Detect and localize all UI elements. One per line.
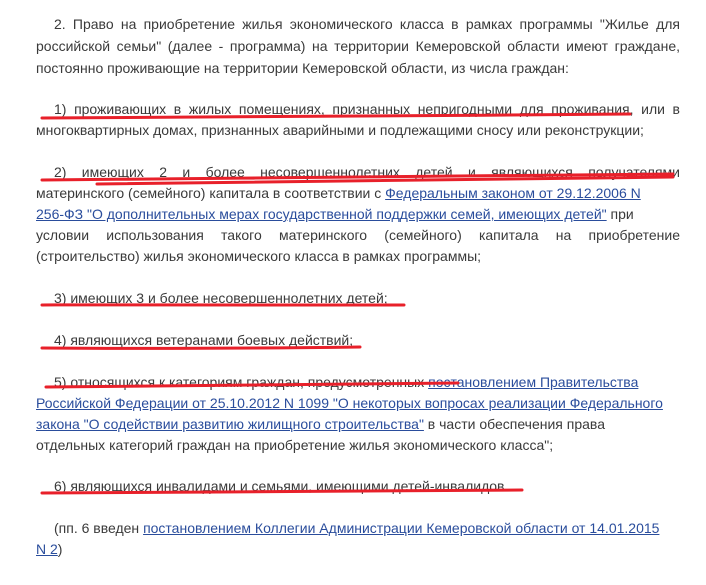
intro-line-3: постоянно проживающие на территории Кемеровской области, из числа граждан: — [36, 60, 569, 76]
note-text: (пп. 6 введен — [54, 520, 144, 536]
item-2-line-3 — [36, 204, 634, 224]
item-5-text: 5) относящихся к категориям граждан, предусмотренных — [54, 374, 429, 390]
item-1-line-2: многоквартирных домах, признанных аварийными и подлежащими сносу или реконструкции; — [36, 122, 644, 138]
government-decree-link-continued[interactable]: Российской Федерации от 25.10.2012 N 1099 "О некоторых вопросах реализации Федерального — [36, 395, 663, 411]
government-decree-link[interactable]: постановлением Правительства — [428, 374, 639, 390]
item-5-line-2 — [36, 393, 663, 413]
intro-line-2: российской семьи" (далее - программа) на территории Кемеровской области имеют граждане, — [36, 38, 680, 54]
note-line-2 — [36, 539, 62, 559]
item-5-line-3 — [36, 414, 605, 434]
intro-line-1: 2. Право на приобретение жилья экономического класса в рамках программы "Жилье для — [54, 16, 680, 32]
federal-law-link-continued[interactable]: 256-ФЗ "О дополнительных мерах государственной поддержки семей, имеющих детей" — [36, 206, 607, 222]
note-text-tail: ) — [57, 541, 63, 557]
item-5-text-tail: в части обеспечения права — [423, 416, 605, 432]
item-2-line-1: 2) имеющих 2 и более несовершеннолетних детей и являющихся получателями — [54, 164, 680, 180]
item-2-line-4: условии использования такого материнского (семейного) капитала на приобретение — [36, 227, 680, 243]
federal-law-link[interactable]: Федеральным законом от 29.12.2006 N — [385, 185, 641, 201]
item-2-text: материнского (семейного) капитала в соответствии с — [36, 185, 386, 201]
item-2-line-2 — [36, 183, 641, 203]
government-decree-link-end[interactable]: закона "О содействии развитию жилищного строительства" — [36, 416, 424, 432]
note-line-1 — [54, 518, 659, 538]
item-4: 4) являющихся ветеранами боевых действий; — [54, 332, 354, 348]
item-3: 3) имеющих 3 и более несовершеннолетних детей; — [54, 290, 388, 306]
collegium-decree-link[interactable]: постановлением Коллегии Администрации Кемеровской области от 14.01.2015 — [143, 520, 660, 536]
collegium-decree-link-continued[interactable]: N 2 — [36, 541, 58, 557]
item-1-line-1: 1) проживающих в жилых помещениях, признанных непригодными для проживания, или в — [54, 101, 680, 117]
item-5-line-1 — [54, 372, 638, 392]
item-2-line-5: (строительство) жилья экономического класса в рамках программы; — [36, 248, 482, 264]
item-6: 6) являющихся инвалидами и семьями, имеющими детей-инвалидов. — [54, 478, 509, 494]
item-2-text-tail: при — [606, 206, 634, 222]
item-5-line-4: отдельных категорий граждан на приобретение жилья экономического класса"; — [36, 437, 554, 453]
